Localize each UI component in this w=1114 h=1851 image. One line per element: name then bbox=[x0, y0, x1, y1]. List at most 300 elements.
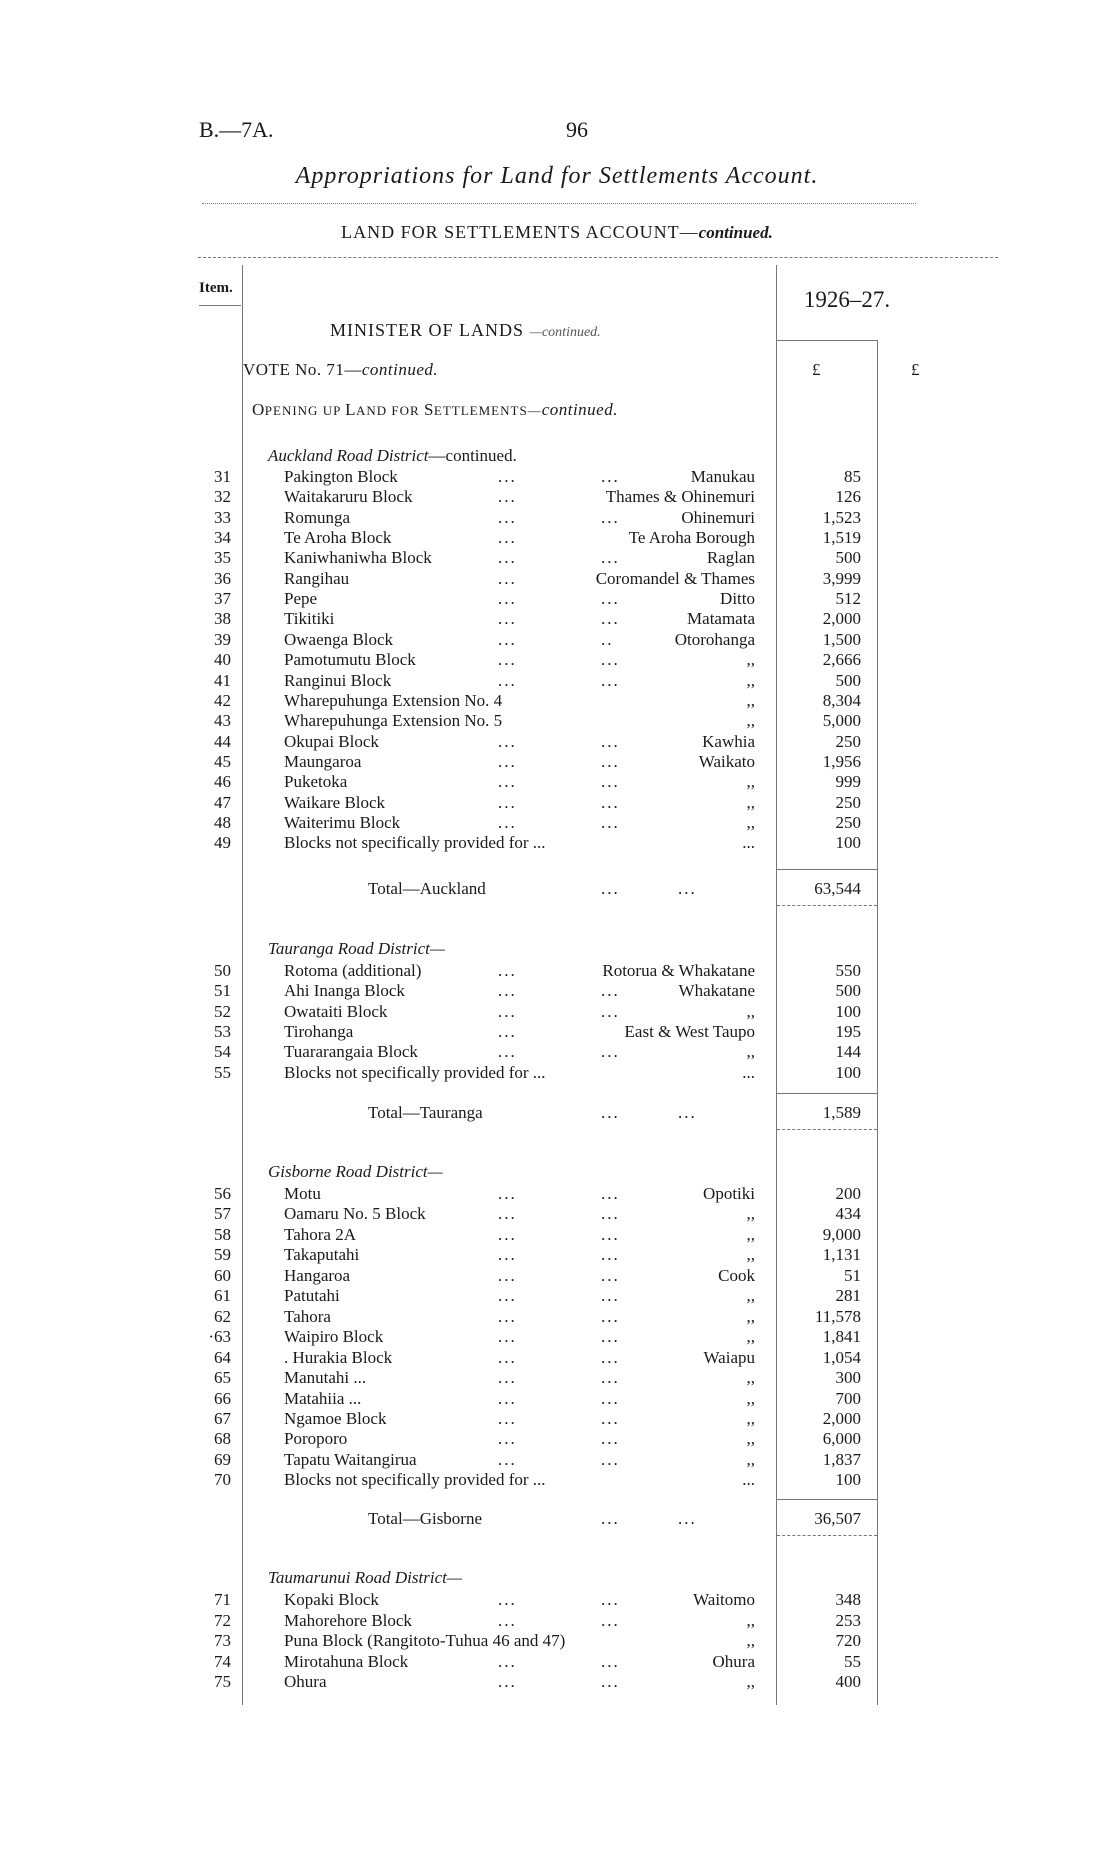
row-d1: ... bbox=[498, 568, 517, 588]
row-d1: ... bbox=[498, 589, 517, 609]
row-loc: Rotorua & Whakatane bbox=[602, 961, 755, 980]
row-num: 71 bbox=[214, 1590, 231, 1609]
table-row bbox=[195, 732, 985, 752]
row-num: 59 bbox=[214, 1245, 231, 1265]
row-name: Tahora 2A bbox=[284, 1224, 356, 1244]
row-name: Okupai Block bbox=[284, 731, 379, 751]
row-d1: ... bbox=[498, 1184, 517, 1203]
row-d1: ... bbox=[498, 1286, 517, 1306]
row-name: Owaenga Block bbox=[284, 629, 394, 649]
total-leader-dots: ... bbox=[601, 879, 620, 898]
row-amt: 6,000 bbox=[822, 1429, 861, 1449]
row-name: Romunga bbox=[284, 507, 351, 527]
row-d2: ... bbox=[601, 650, 620, 670]
row-d2: ... bbox=[601, 467, 620, 486]
row-d1: ... bbox=[498, 812, 517, 832]
row-num: 45 bbox=[214, 751, 231, 771]
row-num: ·63 bbox=[208, 1327, 231, 1347]
section-heading: OPENING UP LAND FOR SETTLEMENTS—continued. bbox=[252, 400, 618, 419]
row-loc: ,, bbox=[746, 1429, 755, 1449]
row-name: . Hurakia Block bbox=[284, 1347, 393, 1367]
row-amt: 281 bbox=[835, 1286, 861, 1306]
row-d1: ... bbox=[498, 1224, 517, 1244]
row-d2: ... bbox=[601, 1306, 620, 1326]
row-d2: ... bbox=[601, 609, 620, 629]
table-row bbox=[195, 1245, 985, 1265]
total-under-rule bbox=[777, 1535, 877, 1536]
row-amt: 2,666 bbox=[822, 650, 861, 670]
row-num: 64 bbox=[214, 1347, 231, 1367]
table-row bbox=[195, 1652, 985, 1672]
row-amt: 700 bbox=[835, 1388, 861, 1408]
row-name: Waikare Block bbox=[284, 792, 386, 812]
row-d1: ... bbox=[498, 1590, 517, 1609]
row-d2: ... bbox=[601, 548, 620, 568]
row-name: Waiterimu Block bbox=[284, 812, 401, 832]
row-amt: 250 bbox=[835, 731, 861, 751]
row-amt: 5,000 bbox=[822, 711, 861, 731]
table-row bbox=[195, 1590, 985, 1610]
row-d1: ... bbox=[498, 528, 517, 548]
total-under-rule bbox=[777, 1129, 877, 1130]
row-amt: 1,054 bbox=[822, 1347, 861, 1367]
row-name: Blocks not specifically provided for ... bbox=[284, 1062, 546, 1082]
table-row bbox=[195, 569, 985, 589]
row-d1: ... bbox=[498, 1388, 517, 1408]
row-amt: 2,000 bbox=[822, 609, 861, 629]
row-amt: 11,578 bbox=[814, 1306, 861, 1326]
table-row bbox=[195, 1002, 985, 1022]
total-under-rule bbox=[777, 905, 877, 906]
total-leader-dots: ... bbox=[601, 1103, 620, 1122]
year-header-rule bbox=[777, 340, 877, 341]
row-amt: 100 bbox=[835, 1470, 861, 1490]
row-loc: ,, bbox=[746, 1286, 755, 1306]
row-loc: ,, bbox=[746, 1245, 755, 1265]
row-d1: ... bbox=[498, 1408, 517, 1428]
row-loc: East & West Taupo bbox=[624, 1021, 755, 1041]
row-loc: ,, bbox=[746, 711, 755, 731]
table-row bbox=[195, 1672, 985, 1692]
row-d1: ... bbox=[498, 1651, 517, 1671]
table-row bbox=[195, 711, 985, 731]
row-d1: ... bbox=[498, 1347, 517, 1367]
row-num: 50 bbox=[214, 961, 231, 980]
page-number: 96 bbox=[566, 117, 588, 142]
row-num: 52 bbox=[214, 1001, 231, 1021]
table-row bbox=[195, 1307, 985, 1327]
row-loc: Whakatane bbox=[678, 981, 755, 1001]
row-d2: ... bbox=[601, 1651, 620, 1671]
row-amt: 51 bbox=[844, 1265, 861, 1285]
row-d2: ... bbox=[601, 731, 620, 751]
table-row bbox=[195, 752, 985, 772]
row-d1: ... bbox=[498, 609, 517, 629]
table-row bbox=[195, 630, 985, 650]
row-d1: ... bbox=[498, 487, 517, 507]
district-total-label: Total—Tauranga bbox=[368, 1103, 483, 1122]
row-d2: ... bbox=[601, 1265, 620, 1285]
row-d1: ... bbox=[498, 1672, 517, 1691]
row-loc: Kawhia bbox=[702, 731, 755, 751]
table-row bbox=[195, 508, 985, 528]
row-d1: ... bbox=[498, 1001, 517, 1021]
row-amt: 126 bbox=[835, 487, 861, 507]
row-d2: ... bbox=[601, 1245, 620, 1265]
district-heading: Taumarunui Road District— bbox=[268, 1568, 462, 1587]
row-d2: ... bbox=[601, 1590, 620, 1609]
row-num: 72 bbox=[214, 1610, 231, 1630]
row-num: 34 bbox=[214, 528, 231, 548]
row-d1: ... bbox=[498, 961, 517, 980]
row-d1: ... bbox=[498, 548, 517, 568]
row-d2: ... bbox=[601, 812, 620, 832]
row-d2: ... bbox=[601, 1184, 620, 1203]
table-row bbox=[195, 1184, 985, 1204]
row-name: Ahi Inanga Block bbox=[284, 981, 405, 1001]
row-num: 41 bbox=[214, 670, 231, 690]
row-name: Wharepuhunga Extension No. 5 bbox=[284, 711, 503, 731]
row-num: 66 bbox=[214, 1388, 231, 1408]
row-num: 42 bbox=[214, 690, 231, 710]
row-d2: ... bbox=[601, 507, 620, 527]
district-total-label: Total—Gisborne bbox=[368, 1509, 483, 1528]
row-name: Pepe bbox=[284, 589, 318, 609]
row-name: Rotoma (additional) bbox=[284, 961, 422, 980]
row-amt: 999 bbox=[835, 772, 861, 792]
row-name: Tuararangaia Block bbox=[284, 1042, 418, 1062]
row-amt: 8,304 bbox=[822, 690, 861, 710]
row-num: 57 bbox=[214, 1204, 231, 1224]
table-row bbox=[195, 528, 985, 548]
row-d2: ... bbox=[601, 1042, 620, 1062]
row-d1: ... bbox=[498, 1021, 517, 1041]
vote-heading: VOTE No. 71—continued. bbox=[243, 360, 439, 379]
row-amt: 250 bbox=[835, 792, 861, 812]
district-total-label: Total—Auckland bbox=[368, 879, 486, 898]
row-d1: ... bbox=[498, 1042, 517, 1062]
row-num: 49 bbox=[214, 833, 231, 853]
table-row bbox=[195, 1450, 985, 1470]
row-d2: ... bbox=[601, 1408, 620, 1428]
row-num: 48 bbox=[214, 812, 231, 832]
row-loc: ... bbox=[742, 1470, 755, 1490]
row-name: Blocks not specifically provided for ... bbox=[284, 1470, 546, 1490]
row-name: Waitakaruru Block bbox=[284, 487, 413, 507]
row-loc: ,, bbox=[746, 1388, 755, 1408]
row-loc: Waitomo bbox=[693, 1590, 755, 1609]
table-row bbox=[195, 1429, 985, 1449]
row-loc: ,, bbox=[746, 1042, 755, 1062]
total-leader-dots: ... bbox=[678, 879, 697, 898]
table-row bbox=[195, 772, 985, 792]
row-num: 69 bbox=[214, 1449, 231, 1469]
district-heading: Gisborne Road District— bbox=[268, 1162, 443, 1181]
row-d1: ... bbox=[498, 1245, 517, 1265]
row-amt: 1,956 bbox=[822, 751, 861, 771]
district-total-amount: 63,544 bbox=[814, 879, 861, 898]
row-d1: ... bbox=[498, 467, 517, 486]
row-d2: ... bbox=[601, 772, 620, 792]
district-total-amount: 1,589 bbox=[822, 1103, 861, 1122]
table-row bbox=[195, 467, 985, 487]
year-column-header: 1926–27. bbox=[803, 287, 891, 312]
row-amt: 434 bbox=[835, 1204, 861, 1224]
row-amt: 348 bbox=[835, 1590, 861, 1609]
row-name: Kaniwhaniwha Block bbox=[284, 548, 432, 568]
row-amt: 2,000 bbox=[822, 1408, 861, 1428]
row-name: Ngamoe Block bbox=[284, 1408, 387, 1428]
table-row bbox=[195, 1225, 985, 1245]
row-loc: ,, bbox=[746, 1001, 755, 1021]
row-d2: ... bbox=[601, 1429, 620, 1449]
row-amt: 200 bbox=[835, 1184, 861, 1203]
table-row bbox=[195, 1266, 985, 1286]
row-amt: 400 bbox=[835, 1672, 861, 1691]
row-name: Takaputahi bbox=[284, 1245, 360, 1265]
row-name: Hangaroa bbox=[284, 1265, 351, 1285]
minister-heading: MINISTER OF LANDS —continued. bbox=[330, 320, 601, 340]
table-top-rule bbox=[198, 257, 998, 258]
row-loc: ,, bbox=[746, 792, 755, 812]
row-loc: ,, bbox=[746, 1672, 755, 1691]
title-rule bbox=[202, 203, 916, 204]
table-row bbox=[195, 793, 985, 813]
row-loc: Matamata bbox=[687, 609, 755, 629]
pound-sign-2: £ bbox=[911, 360, 920, 379]
row-loc: ... bbox=[742, 833, 755, 853]
row-loc: ,, bbox=[746, 772, 755, 792]
total-leader-dots: ... bbox=[678, 1509, 697, 1528]
row-loc: Ohinemuri bbox=[681, 507, 755, 527]
row-d1: ... bbox=[498, 1368, 517, 1388]
row-amt: 100 bbox=[835, 1062, 861, 1082]
table-row bbox=[195, 1204, 985, 1224]
row-num: 38 bbox=[214, 609, 231, 629]
account-subtitle: LAND FOR SETTLEMENTS ACCOUNT—continued. bbox=[341, 222, 773, 242]
row-name: Poroporo bbox=[284, 1429, 348, 1449]
row-d1: ... bbox=[498, 1327, 517, 1347]
row-num: 70 bbox=[214, 1470, 231, 1490]
row-name: Motu bbox=[284, 1184, 321, 1203]
row-amt: 1,523 bbox=[822, 507, 861, 527]
row-loc: ,, bbox=[746, 1327, 755, 1347]
row-amt: 1,837 bbox=[822, 1449, 861, 1469]
row-num: 47 bbox=[214, 792, 231, 812]
row-name: Mirotahuna Block bbox=[284, 1651, 409, 1671]
row-d2: ... bbox=[601, 589, 620, 609]
row-loc: Cook bbox=[718, 1265, 755, 1285]
total-leader-dots: ... bbox=[601, 1509, 620, 1528]
row-name: Patutahi bbox=[284, 1286, 340, 1306]
row-name: Pakington Block bbox=[284, 467, 398, 486]
row-d2: ... bbox=[601, 1449, 620, 1469]
table-row bbox=[195, 1286, 985, 1306]
row-d2: ... bbox=[601, 1224, 620, 1244]
row-name: Ohura bbox=[284, 1672, 327, 1691]
total-rule bbox=[777, 1093, 877, 1094]
row-num: 65 bbox=[214, 1368, 231, 1388]
row-d2: ... bbox=[601, 1286, 620, 1306]
row-amt: 300 bbox=[835, 1368, 861, 1388]
row-name: Owataiti Block bbox=[284, 1001, 388, 1021]
row-name: Manutahi ... bbox=[284, 1368, 367, 1388]
row-num: 36 bbox=[214, 568, 231, 588]
table-row bbox=[195, 961, 985, 981]
table-row bbox=[195, 1389, 985, 1409]
row-amt: 1,131 bbox=[822, 1245, 861, 1265]
row-amt: 9,000 bbox=[822, 1224, 861, 1244]
row-num: 43 bbox=[214, 711, 231, 731]
row-d1: ... bbox=[498, 1429, 517, 1449]
row-loc: ,, bbox=[746, 670, 755, 690]
row-name: Tirohanga bbox=[284, 1021, 354, 1041]
row-d2: ... bbox=[601, 1368, 620, 1388]
total-rule bbox=[777, 1499, 877, 1500]
row-amt: 100 bbox=[835, 1001, 861, 1021]
row-d1: ... bbox=[498, 650, 517, 670]
row-num: 61 bbox=[214, 1286, 231, 1306]
row-loc: Waiapu bbox=[703, 1347, 755, 1367]
row-loc: ,, bbox=[746, 1224, 755, 1244]
row-num: 39 bbox=[214, 629, 231, 649]
row-loc: ,, bbox=[746, 690, 755, 710]
row-name: Puna Block (Rangitoto-Tuhua 46 and 47) bbox=[284, 1631, 566, 1650]
row-num: 53 bbox=[214, 1021, 231, 1041]
row-d1: ... bbox=[498, 670, 517, 690]
row-name: Ranginui Block bbox=[284, 670, 392, 690]
item-column-header: Item. bbox=[199, 280, 233, 296]
page-title: Appropriations for Land for Settlements Account. bbox=[295, 163, 819, 189]
row-loc: ,, bbox=[746, 1306, 755, 1326]
row-loc: Coromandel & Thames bbox=[595, 568, 755, 588]
row-name: Waipiro Block bbox=[284, 1327, 384, 1347]
row-num: 75 bbox=[214, 1672, 231, 1691]
table-row bbox=[195, 691, 985, 711]
table-row bbox=[195, 671, 985, 691]
row-d1: ... bbox=[498, 1265, 517, 1285]
row-num: 74 bbox=[214, 1651, 231, 1671]
row-amt: 500 bbox=[835, 670, 861, 690]
row-d1: ... bbox=[498, 772, 517, 792]
row-d1: ... bbox=[498, 792, 517, 812]
document-code: B.—7A. bbox=[199, 117, 274, 142]
row-name: Pamotumutu Block bbox=[284, 650, 416, 670]
table-row bbox=[195, 548, 985, 568]
row-name: Blocks not specifically provided for ... bbox=[284, 833, 546, 853]
row-name: Kopaki Block bbox=[284, 1590, 379, 1609]
row-num: 32 bbox=[214, 487, 231, 507]
row-num: 37 bbox=[214, 589, 231, 609]
row-loc: ... bbox=[742, 1062, 755, 1082]
row-d2: ... bbox=[601, 1347, 620, 1367]
row-d2: .. bbox=[601, 629, 614, 649]
row-loc: ,, bbox=[746, 1610, 755, 1630]
table-row bbox=[195, 1348, 985, 1368]
table-row bbox=[195, 833, 985, 853]
row-d1: ... bbox=[498, 507, 517, 527]
row-amt: 144 bbox=[835, 1042, 861, 1062]
pound-sign-1: £ bbox=[812, 360, 821, 379]
row-num: 51 bbox=[214, 981, 231, 1001]
row-loc: ,, bbox=[746, 812, 755, 832]
row-loc: Ohura bbox=[712, 1651, 755, 1671]
row-num: 46 bbox=[214, 772, 231, 792]
row-d2: ... bbox=[601, 1204, 620, 1224]
row-loc: Thames & Ohinemuri bbox=[605, 487, 755, 507]
row-loc: ,, bbox=[746, 650, 755, 670]
total-rule bbox=[777, 869, 877, 870]
row-loc: Ditto bbox=[720, 589, 755, 609]
row-d2: ... bbox=[601, 670, 620, 690]
row-name: Maungaroa bbox=[284, 751, 362, 771]
row-amt: 85 bbox=[844, 467, 861, 486]
row-loc: Waikato bbox=[698, 751, 755, 771]
row-amt: 250 bbox=[835, 812, 861, 832]
table-row bbox=[195, 981, 985, 1001]
row-amt: 512 bbox=[835, 589, 861, 609]
row-name: Tapatu Waitangirua bbox=[284, 1449, 417, 1469]
row-num: 67 bbox=[214, 1408, 231, 1428]
row-d1: ... bbox=[498, 1449, 517, 1469]
total-leader-dots: ... bbox=[678, 1103, 697, 1122]
table-row bbox=[195, 1409, 985, 1429]
row-amt: 500 bbox=[835, 981, 861, 1001]
row-name: Matahiia ... bbox=[284, 1388, 362, 1408]
table-row bbox=[195, 650, 985, 670]
row-num: 33 bbox=[214, 507, 231, 527]
row-d1: ... bbox=[498, 1204, 517, 1224]
table-row bbox=[195, 1631, 985, 1651]
row-d2: ... bbox=[601, 1388, 620, 1408]
table-row bbox=[195, 813, 985, 833]
row-d1: ... bbox=[498, 1306, 517, 1326]
row-amt: 550 bbox=[835, 961, 861, 980]
row-amt: 253 bbox=[835, 1610, 861, 1630]
row-amt: 500 bbox=[835, 548, 861, 568]
row-d1: ... bbox=[498, 751, 517, 771]
row-loc: Otorohanga bbox=[674, 629, 755, 649]
row-d2: ... bbox=[601, 1610, 620, 1630]
table-row bbox=[195, 1327, 985, 1347]
row-amt: 1,519 bbox=[822, 528, 861, 548]
row-d2: ... bbox=[601, 1672, 620, 1691]
row-num: 54 bbox=[214, 1042, 231, 1062]
table-row bbox=[195, 1063, 985, 1083]
row-loc: Raglan bbox=[706, 548, 755, 568]
row-num: 40 bbox=[214, 650, 231, 670]
row-d2: ... bbox=[601, 1001, 620, 1021]
row-loc: Te Aroha Borough bbox=[628, 528, 755, 548]
row-amt: 1,841 bbox=[822, 1327, 861, 1347]
row-loc: ,, bbox=[746, 1631, 755, 1650]
row-d1: ... bbox=[498, 731, 517, 751]
table-row bbox=[195, 1022, 985, 1042]
row-num: 60 bbox=[214, 1265, 231, 1285]
table-row bbox=[195, 589, 985, 609]
row-loc: ,, bbox=[746, 1408, 755, 1428]
table-row bbox=[195, 1470, 985, 1490]
row-amt: 55 bbox=[844, 1651, 861, 1671]
row-name: Tahora bbox=[284, 1306, 331, 1326]
row-amt: 3,999 bbox=[822, 568, 861, 588]
table-row bbox=[195, 1368, 985, 1388]
row-name: Puketoka bbox=[284, 772, 348, 792]
row-amt: 1,500 bbox=[822, 629, 861, 649]
row-d2: ... bbox=[601, 792, 620, 812]
row-num: 58 bbox=[214, 1224, 231, 1244]
row-d2: ... bbox=[601, 751, 620, 771]
